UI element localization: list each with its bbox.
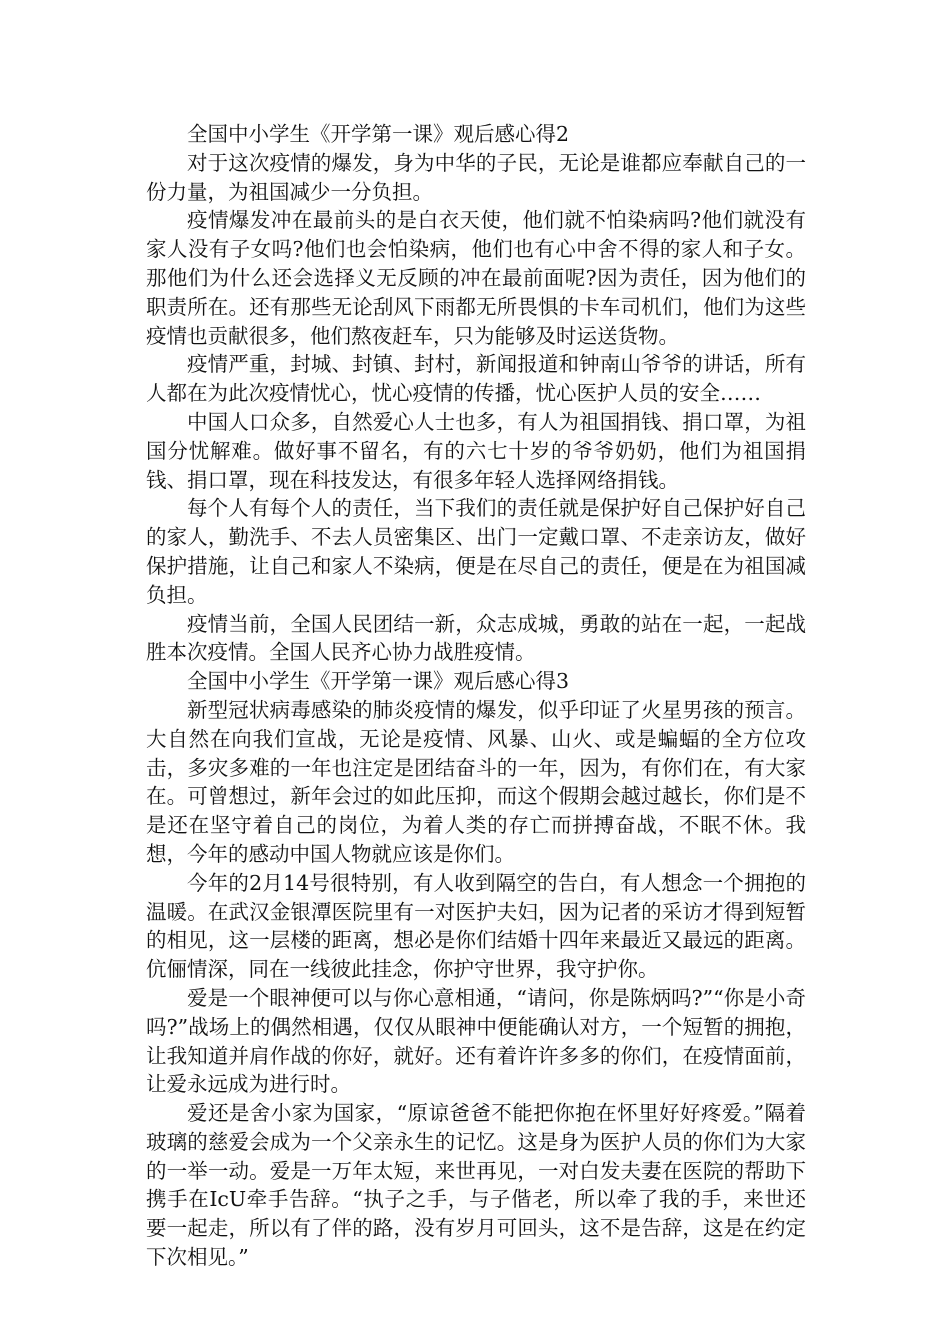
body-paragraph: 爱还是舍小家为国家，“原谅爸爸不能把你抱在怀里好好疼爱。”隔着玻璃的慈爱会成为一个父亲永生的记忆。这是身为医护人员的你们为大家的一举一动。爱是一万年太短，来世再见，一对白发夫妻在医院的帮助下携手在IcU牵手告辞。“执子之手，与子偕老，所以牵了我的手，来世还要一起走，所以有了伴的路，没有岁月可回头，这不是告辞，这是在约定下次相见。” xyxy=(146,1101,806,1270)
body-paragraph: 疫情爆发冲在最前头的是白衣天使，他们就不怕染病吗?他们就没有家人没有子女吗?他们也会怕染病，他们也有心中舍不得的家人和子女。那他们为什么还会选择义无反顾的冲在最前面呢?因为责任，因为他们的职责所在。还有那些无论刮风下雨都无所畏惧的卡车司机们，他们为这些疫情也贡献很多，他们熬夜赶车，只为能够及时运送货物。 xyxy=(146,208,806,348)
body-paragraph: 中国人口众多，自然爱心人士也多，有人为祖国捐钱、捐口罩，为祖国分忧解难。做好事不留名，有的六七十岁的爷爷奶奶，他们为祖国捐钱、捐口罩，现在科技发达，有很多年轻人选择网络捐钱。 xyxy=(146,409,806,492)
body-paragraph: 爱是一个眼神便可以与你心意相通，“请问，你是陈炳吗?”“你是小奇吗?”战场上的偶然相遇，仅仅从眼神中便能确认对方，一个短暂的拥抱，让我知道并肩作战的你好，就好。还有着许许多多的你们，在疫情面前，让爱永远成为进行时。 xyxy=(146,985,806,1097)
body-paragraph: 疫情当前，全国人民团结一新，众志成城，勇敢的站在一起，一起战胜本次疫情。全国人民齐心协力战胜疫情。 xyxy=(146,611,806,665)
document-body xyxy=(146,120,806,1272)
body-paragraph: 疫情严重，封城、封镇、封村，新闻报道和钟南山爷爷的讲话，所有人都在为此次疫情忧心，忧心疫情的传播，忧心医护人员的安全…… xyxy=(146,352,806,406)
body-paragraph: 新型冠状病毒感染的肺炎疫情的爆发，似乎印证了火星男孩的预言。大自然在向我们宣战，无论是疫情、风暴、山火、或是蝙蝠的全方位攻击，多灾多难的一年也注定是团结奋斗的一年，因为，有你们在，有大家在。可曾想过，新年会过的如此压抑，而这个假期会越过越长，你们是不是还在坚守着自己的岗位，为着人类的存亡而拼搏奋战，不眠不休。我想，今年的感动中国人物就应该是你们。 xyxy=(146,697,806,866)
section-heading-3: 全国中小学生《开学第一课》观后感心得3 xyxy=(187,669,570,694)
body-paragraph: 对于这次疫情的爆发，身为中华的子民，无论是谁都应奉献自己的一份力量，为祖国减少一分负担。 xyxy=(146,150,806,204)
body-paragraph: 今年的2月14号很特别，有人收到隔空的告白，有人想念一个拥抱的温暖。在武汉金银潭医院里有一对医护夫妇，因为记者的采访才得到短暂的相见，这一层楼的距离，想必是你们结婚十四年来最近又最远的距离。伉俪情深，同在一线彼此挂念，你护守世界，我守护你。 xyxy=(146,870,806,982)
section-heading-2: 全国中小学生《开学第一课》观后感心得2 xyxy=(187,122,570,146)
body-paragraph: 每个人有每个人的责任，当下我们的责任就是保护好自己保护好自己的家人，勤洗手、不去人员密集区、出门一定戴口罩、不走亲访友，做好保护措施，让自己和家人不染病，便是在尽自己的责任，便是在为祖国减负担。 xyxy=(146,496,806,607)
